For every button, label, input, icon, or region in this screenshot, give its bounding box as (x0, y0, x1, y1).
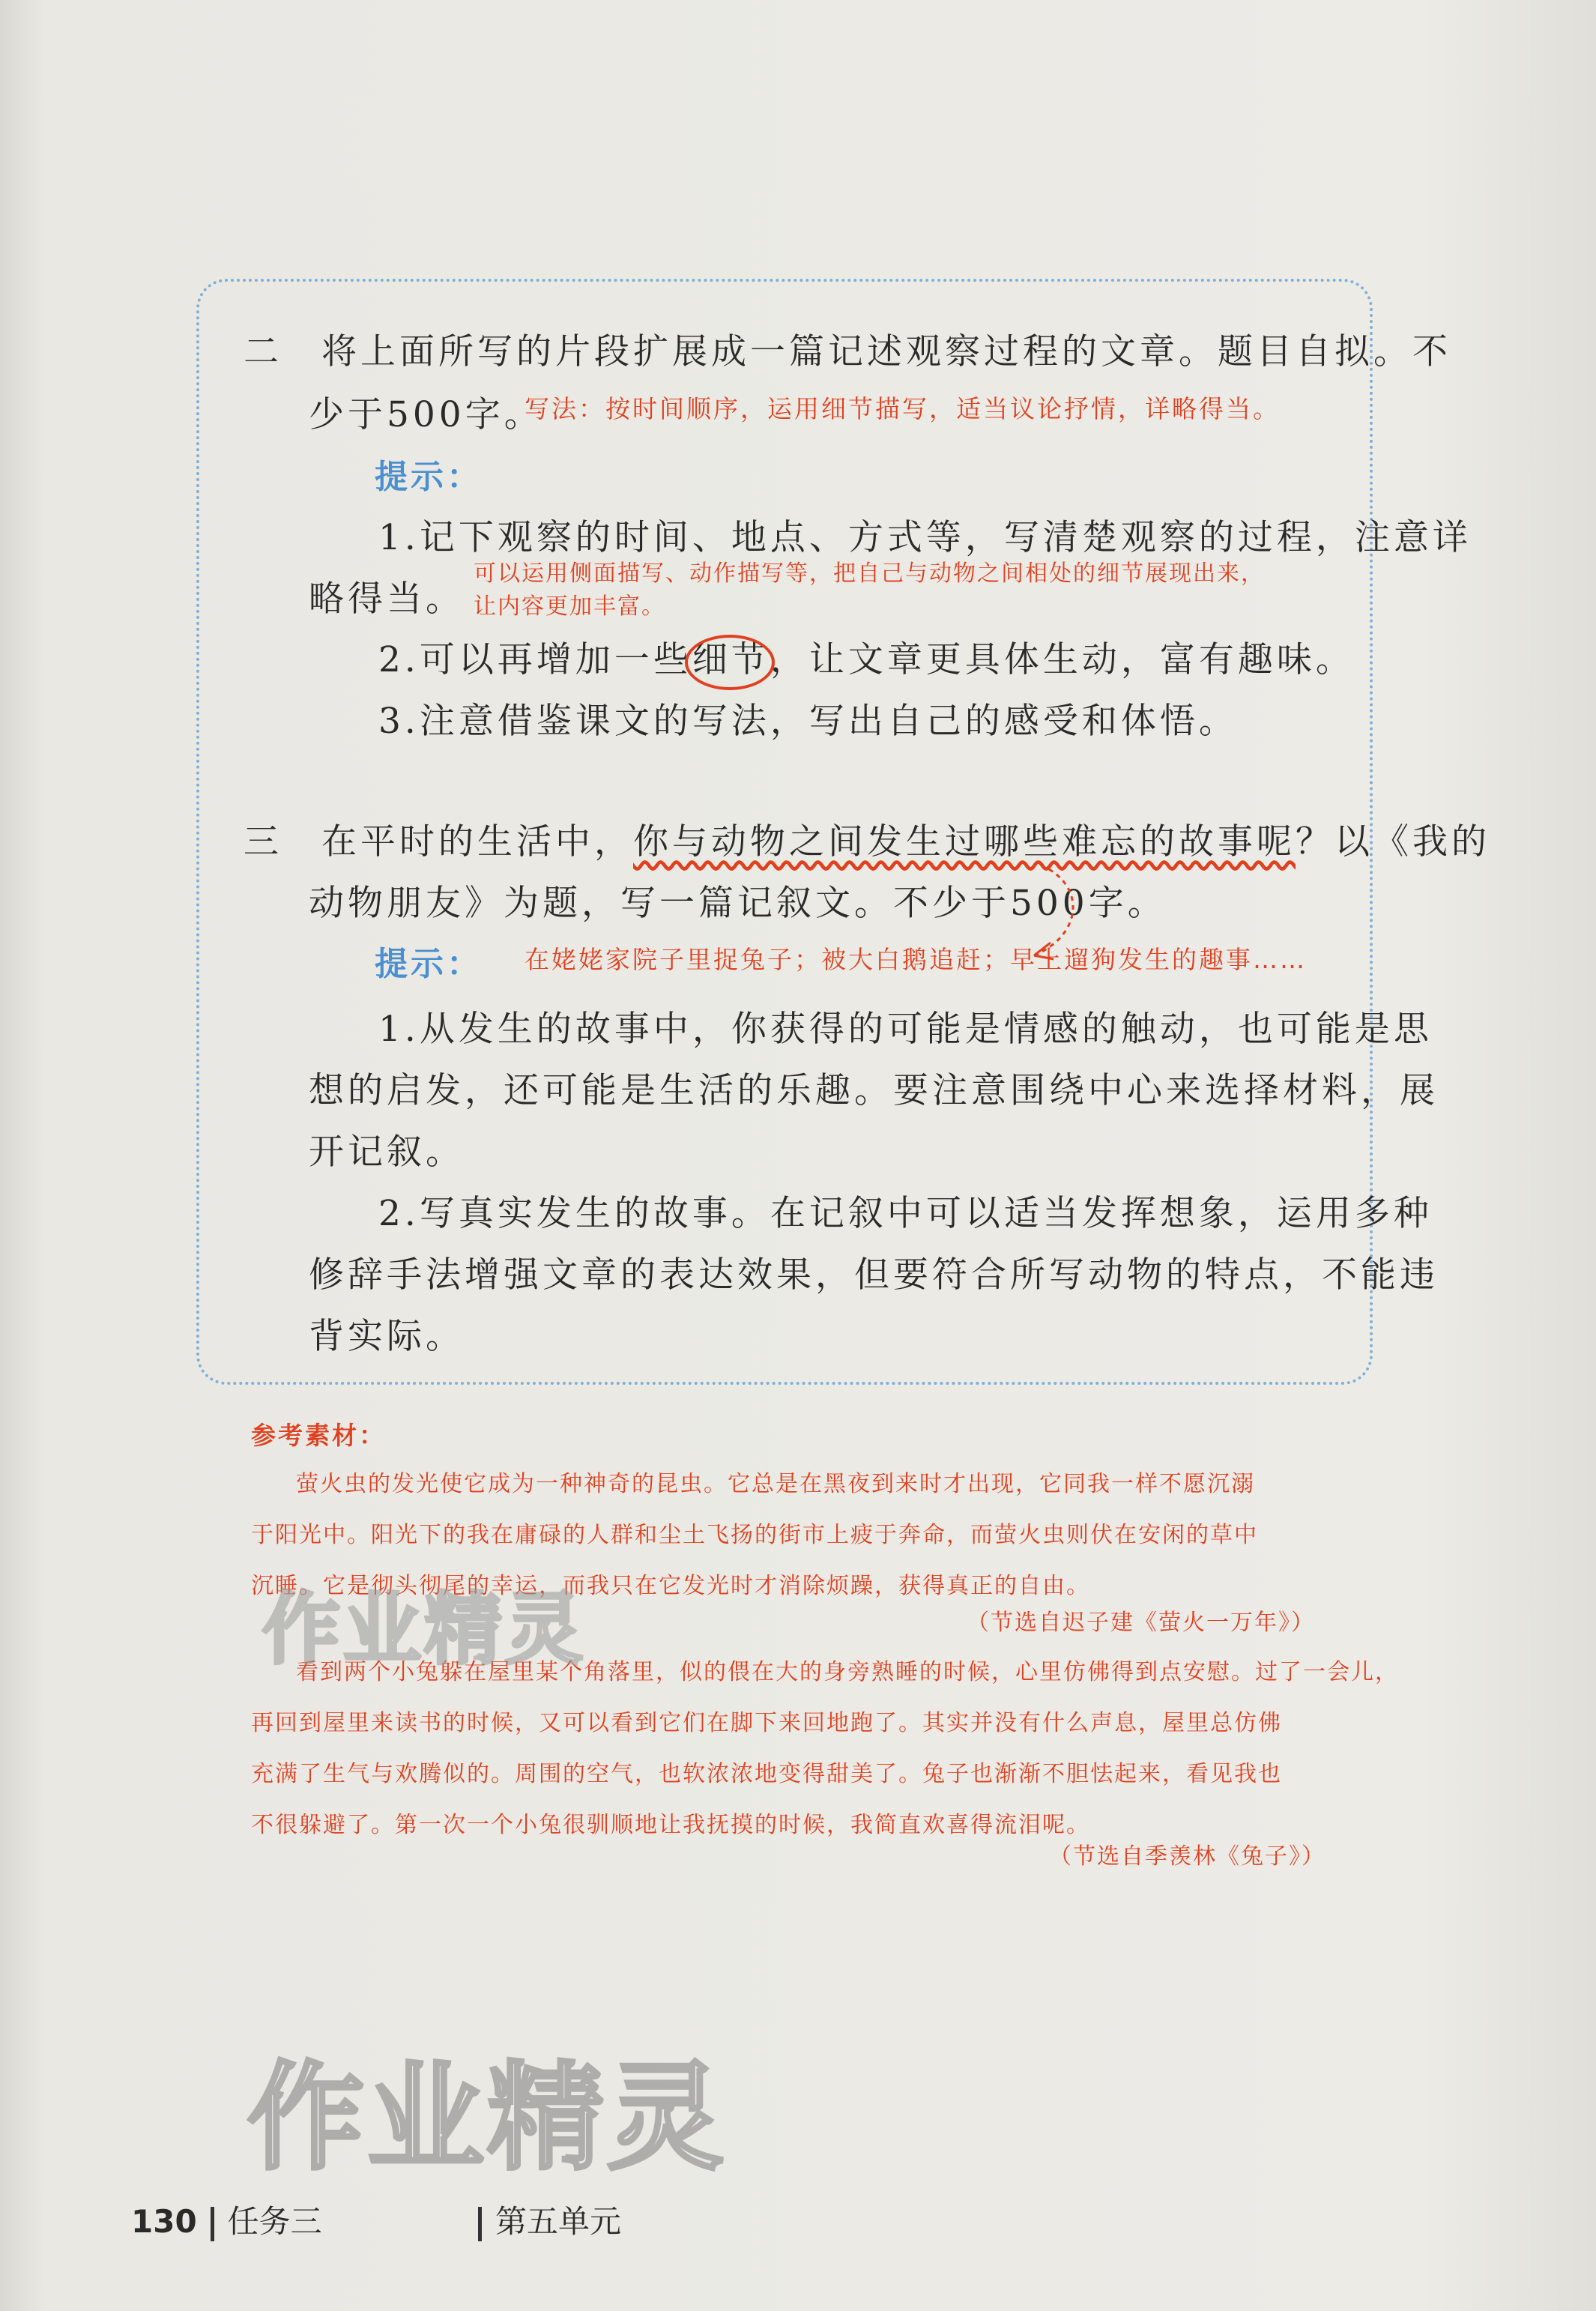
section3-hint2-line2: 修辞手法增强文章的表达效果，但要符合所写动物的特点，不能违 (309, 1254, 1439, 1296)
circle-mark (685, 635, 775, 690)
section3-hint2-line1: 2.写真实发生的故事。在记叙中可以适当发挥想象，运用多种 (378, 1193, 1433, 1234)
reference-p1-line2: 于阳光中。阳光下的我在庸碌的人群和尘土飞扬的街市上疲于奔命，而萤火虫则伏在安闲的草中 (251, 1522, 1258, 1548)
footer-right (465, 2197, 621, 2242)
section3-title-line2: 动物朋友》为题，写一篇记叙文。不少于500字。 (309, 883, 1167, 924)
reference-p1-line3: 沉睡。它是彻头彻尾的幸运，而我只在它发光时才消除烦躁，获得真正的自由。 (251, 1573, 1090, 1599)
watermark-bottom: 作业精灵 (247, 2049, 727, 2186)
section3-title-part-a: 三 在平时的生活中， (244, 821, 633, 863)
reference-p2-line4: 不很躲避了。第一次一个小兔很驯顺地让我抚摸的时候，我简直欢喜得流泪呢。 (251, 1812, 1090, 1838)
reference-p2-line1: 看到两个小兔躲在屋里某个角落里，似的偎在大的身旁熟睡的时候，心里仿佛得到点安慰。过了一会儿， (296, 1659, 1399, 1685)
section2-hint2-circled: 细节 (692, 639, 770, 680)
section3-handnote: 在姥姥家院子里捉兔子；被大白鹅追赶；早上遛狗发生的趣事…… (525, 945, 1307, 974)
footer-divider-2 (478, 2207, 482, 2241)
reference-p1-line1: 萤火虫的发光使它成为一种神奇的昆虫。它总是在黑夜到来时才出现，它同我一样不愿沉溺 (296, 1471, 1255, 1497)
page-number: 130 (131, 2203, 197, 2240)
section3-hint1-line3: 开记叙。 (309, 1132, 465, 1173)
section3-title-line1 (244, 814, 1490, 864)
section3-hint-label: 提示： (375, 945, 483, 983)
footer-unit: 第五单元 (495, 2203, 622, 2240)
reference-p2-line2: 再回到屋里来读书的时候，又可以看到它们在脚下来回地跑了。其实并没有什么声息，屋里总仿佛 (251, 1710, 1282, 1736)
section2-hint2 (378, 632, 1355, 682)
watermark-mid: 作业精灵 (262, 1583, 587, 1675)
footer-task: 任务三 (227, 2203, 322, 2240)
section2-title-line2: 少于500字。 (309, 394, 543, 435)
section3-hint1-line1: 1.从发生的故事中，你获得的可能是情感的触动，也可能是思 (378, 1009, 1433, 1050)
section3-hint2-line3: 背实际。 (309, 1316, 465, 1357)
section2-hint1-line1: 1.记下观察的时间、地点、方式等，写清楚观察的过程，注意详 (378, 517, 1472, 558)
section2-title-line1: 二 将上面所写的片段扩展成一篇记述观察过程的文章。题目自拟。不 (244, 331, 1451, 372)
reference-label: 参考素材： (251, 1421, 386, 1450)
section2-handnote: 写法：按时间顺序，运用细节描写，适当议论抒情，详略得当。 (525, 394, 1280, 423)
reference-p2-line3: 充满了生气与欢腾似的。周围的空气，也软浓浓地变得甜美了。兔子也渐渐不胆怯起来，看见我也 (251, 1761, 1282, 1787)
section2-hint2-after: ，让文章更具体生动，富有趣味。 (770, 639, 1355, 680)
footer-left (131, 2197, 322, 2242)
section3-title-part-c: ？以《我的 (1296, 821, 1490, 863)
section2-hint1-handnote-line2: 让内容更加丰富。 (474, 593, 665, 620)
section2-hint3: 3.注意借鉴课文的写法，写出自己的感受和体悟。 (378, 701, 1238, 742)
section2-hint1-line2: 略得当。 (309, 578, 465, 620)
section2-hint-label: 提示： (375, 458, 483, 496)
section3-hint1-line2: 想的启发，还可能是生活的乐趣。要注意围绕中心来选择材料，展 (309, 1070, 1439, 1111)
reference-source2: （节选自季羡林《兔子》） (1049, 1843, 1326, 1870)
section3-title-underlined: 你与动物之间发生过哪些难忘的故事呢 (633, 821, 1296, 863)
footer-divider (211, 2207, 214, 2241)
reference-source1: （节选自迟子建《萤火一万年》） (967, 1610, 1315, 1636)
section2-hint1-handnote-line1: 可以运用侧面描写、动作描写等，把自己与动物之间相处的细节展现出来， (474, 561, 1265, 587)
section2-hint2-before: 2.可以再增加一些 (378, 639, 692, 680)
section2-hint2-circled-wrap (692, 639, 770, 680)
